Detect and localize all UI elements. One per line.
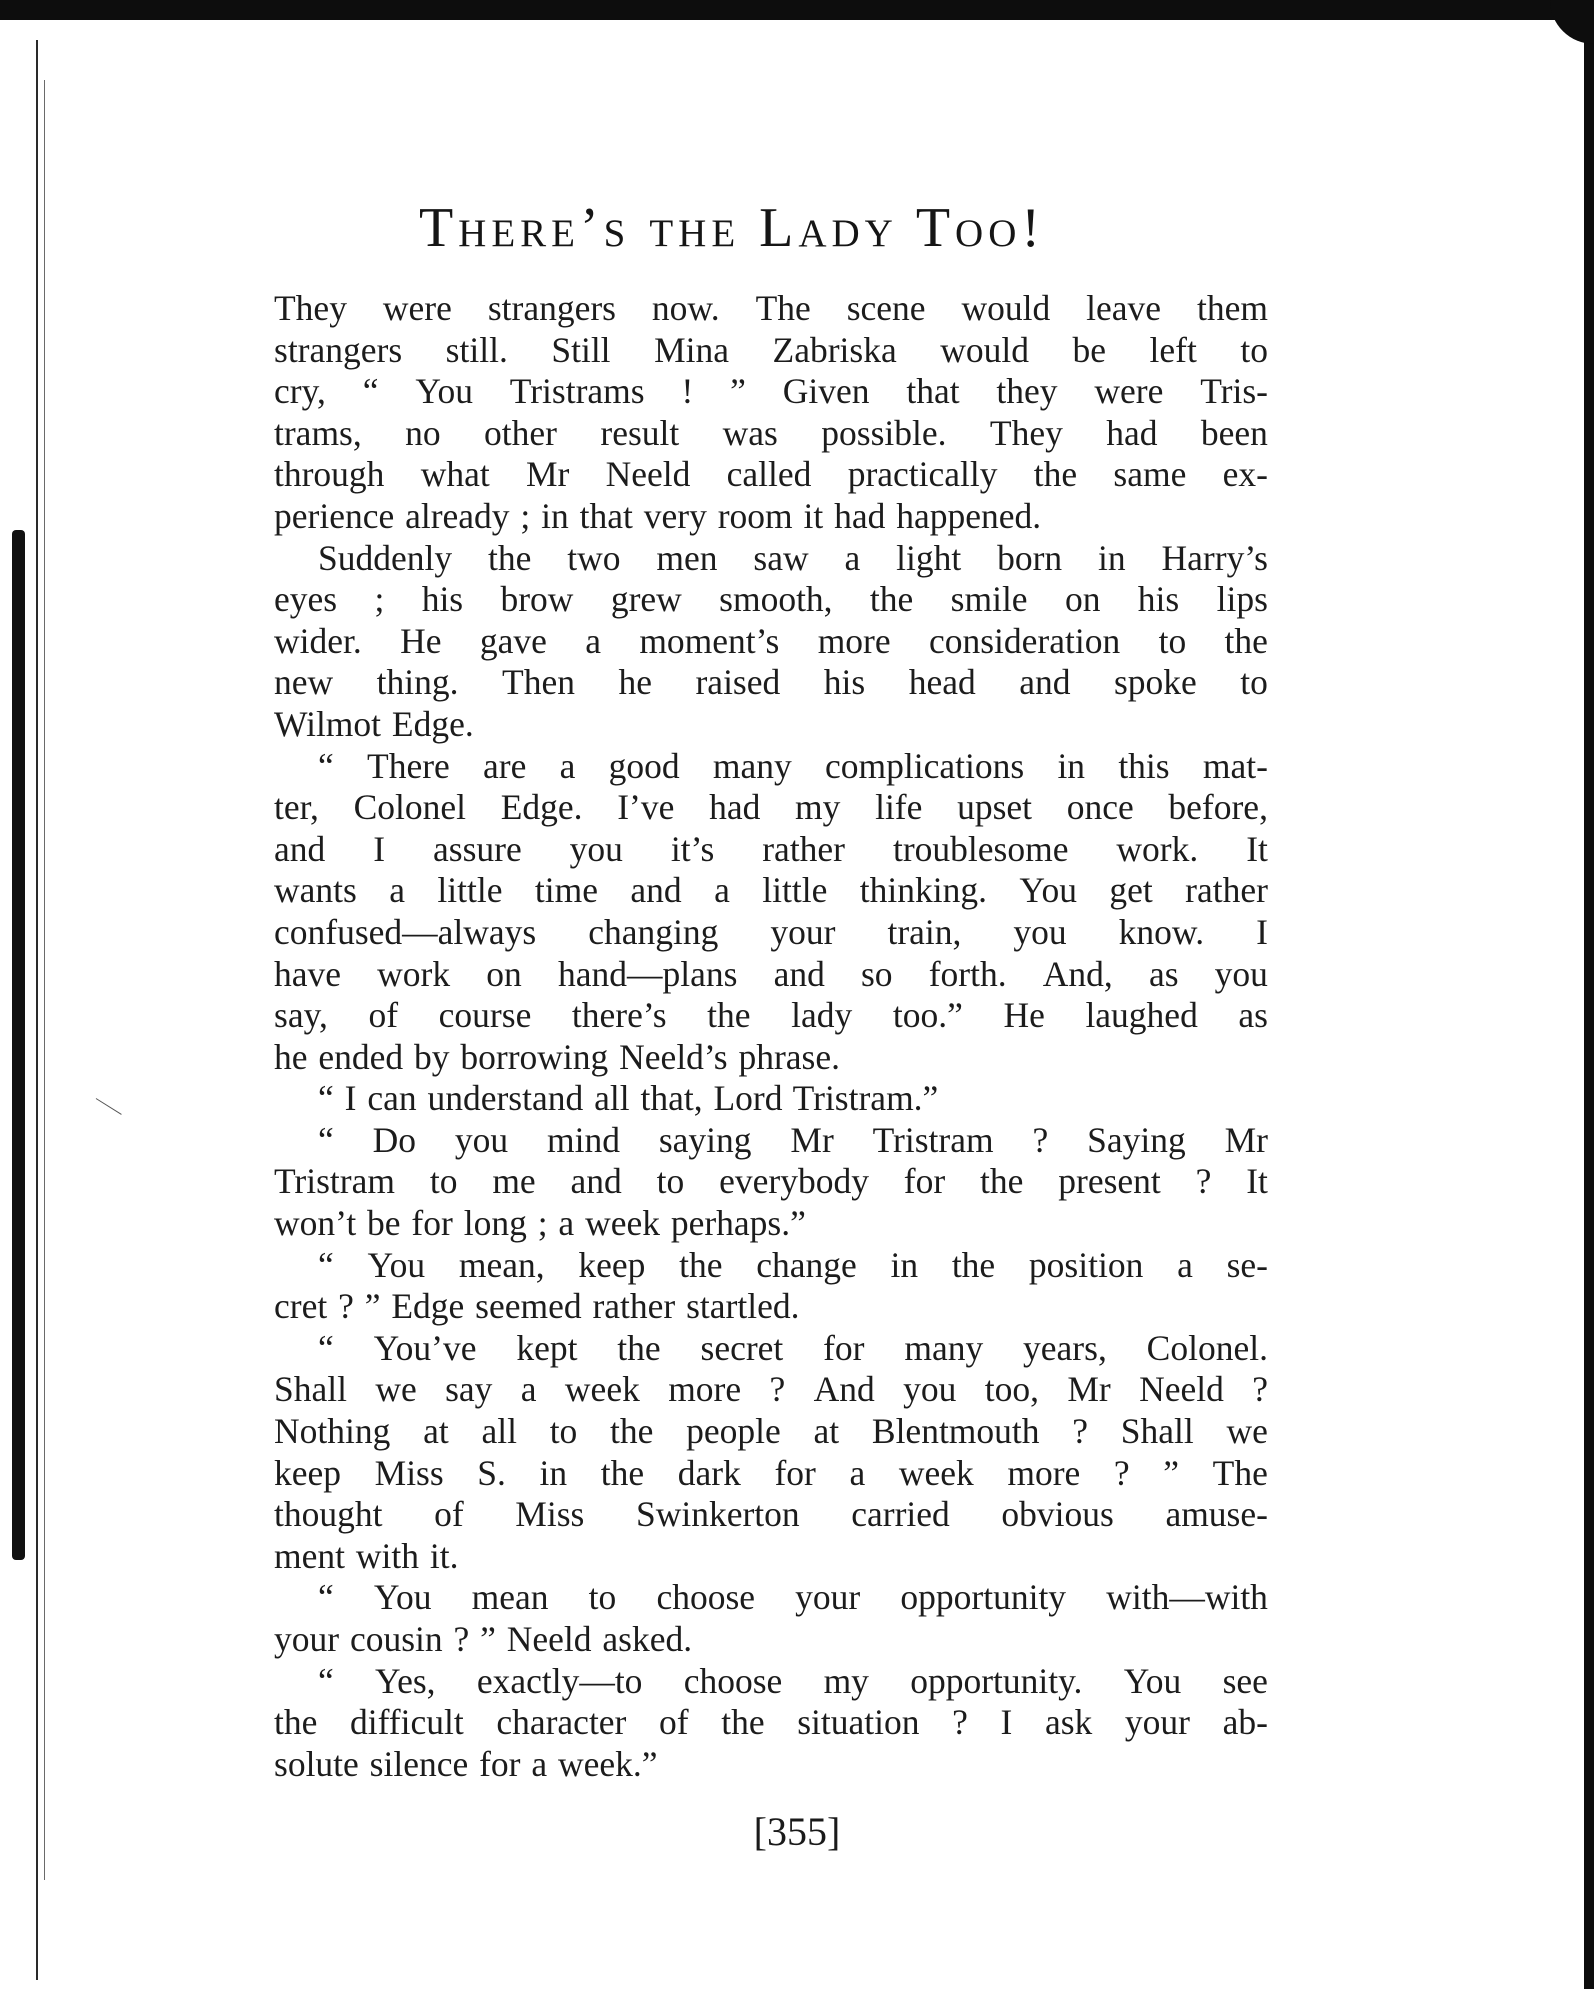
text-line: through what Mr Neeld called practically the same ex-: [274, 454, 1268, 495]
text-line: ment with it.: [274, 1535, 459, 1576]
text-line: “ You mean, keep the change in the position a se-: [318, 1244, 1268, 1285]
text-line: trams, no other result was possible. They had been: [274, 412, 1268, 453]
text-line: strangers still. Still Mina Zabriska would be left to: [274, 329, 1268, 370]
text-line: Shall we say a week more ? And you too, Mr Neeld ?: [274, 1369, 1268, 1410]
text-line: Tristram to me and to everybody for the present ? It: [274, 1161, 1268, 1202]
text-line: wants a little time and a little thinking. You get rather: [274, 870, 1268, 911]
text-line: “ Yes, exactly—to choose my opportunity. You see: [318, 1660, 1268, 1701]
text-line: won’t be for long ; a week perhaps.”: [274, 1203, 806, 1244]
scan-edge-left-faint: [44, 80, 45, 1880]
text-line: Suddenly the two men saw a light born in Harry’s: [318, 537, 1268, 578]
text-line: Wilmot Edge.: [274, 703, 474, 744]
text-line: he ended by borrowing Neeld’s phrase.: [274, 1036, 841, 1077]
body-text: [274, 288, 1268, 1785]
text-line: say, of course there’s the lady too.” He laughed as: [274, 995, 1268, 1036]
text-line: cry, “ You Tristrams ! ” Given that they were Tris-: [274, 371, 1268, 412]
text-line: and I assure you it’s rather troublesome work. It: [274, 828, 1268, 869]
page-title: There’s the Lady Too!: [418, 197, 1046, 259]
scan-edge-top: [0, 0, 1594, 20]
text-line: eyes ; his brow grew smooth, the smile on his lips: [274, 579, 1268, 620]
text-line: have work on hand—plans and so forth. And, as you: [274, 953, 1268, 994]
text-line: “ Do you mind saying Mr Tristram ? Saying Mr: [318, 1119, 1268, 1160]
text-line: new thing. Then he raised his head and spoke to: [274, 662, 1268, 703]
scan-stray-mark: [96, 1098, 122, 1115]
text-line: “ There are a good many complications in this mat-: [318, 745, 1268, 786]
text-line: perience already ; in that very room it had happened.: [274, 495, 1042, 536]
page-number: [355]: [753, 1809, 841, 1854]
text-line: Nothing at all to the people at Blentmouth ? Shall we: [274, 1411, 1268, 1452]
text-line: confused—always changing your train, you know. I: [274, 911, 1268, 952]
text-line: keep Miss S. in the dark for a week more ? ” The: [274, 1452, 1268, 1493]
text-line: the difficult character of the situation ? I ask your ab-: [274, 1702, 1268, 1743]
text-line: “ You mean to choose your opportunity with—with: [318, 1577, 1268, 1618]
text-line: wider. He gave a moment’s more consideration to the: [274, 620, 1268, 661]
text-line: “ You’ve kept the secret for many years, Colonel.: [318, 1327, 1268, 1368]
scan-binding-shadow: [12, 530, 25, 1560]
scan-corner-shadow: [1550, 0, 1594, 44]
text-line: thought of Miss Swinkerton carried obvious amuse-: [274, 1494, 1268, 1535]
text-line: “ I can understand all that, Lord Tristram.”: [318, 1078, 939, 1119]
text-line: ter, Colonel Edge. I’ve had my life upset once before,: [274, 787, 1268, 828]
text-line: They were strangers now. The scene would leave them: [274, 288, 1268, 328]
scan-edge-left: [36, 40, 38, 1980]
text-line: cret ? ” Edge seemed rather startled.: [274, 1286, 800, 1327]
scan-edge-right: [1584, 0, 1594, 1989]
text-line: your cousin ? ” Neeld asked.: [274, 1619, 693, 1659]
text-line: solute silence for a week.”: [274, 1743, 658, 1784]
